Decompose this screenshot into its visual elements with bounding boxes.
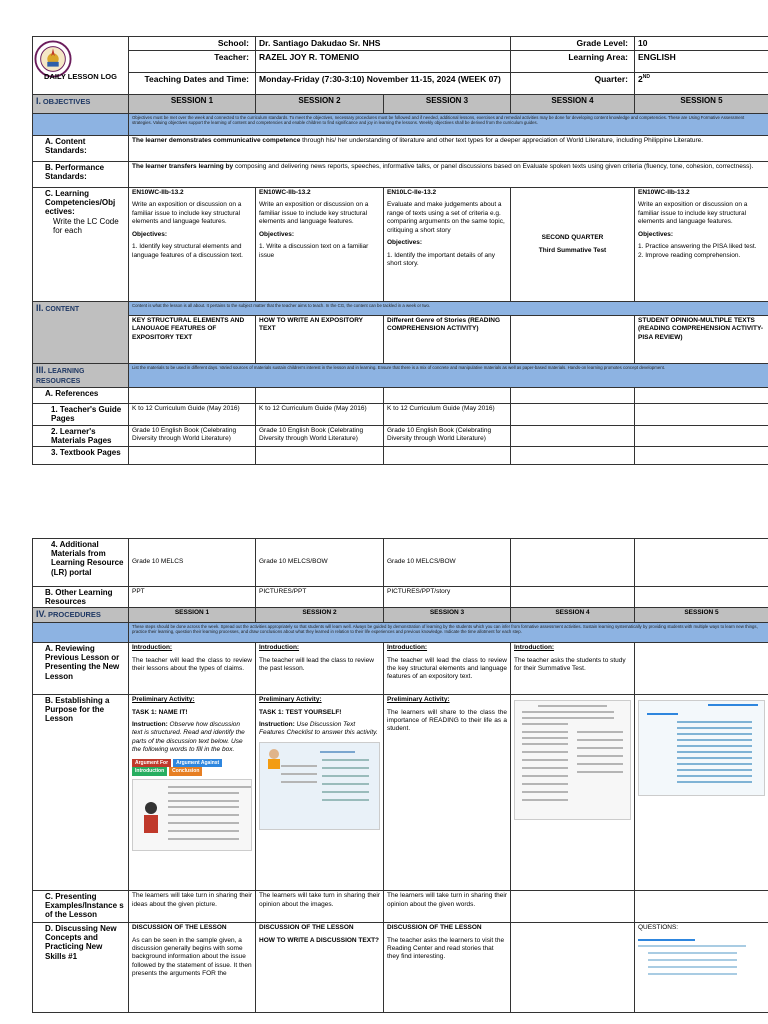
- p2-session-5-header: SESSION 5: [635, 608, 768, 623]
- reviewing-session-2: Introduction: The teacher will lead the class to review the past lesson.: [256, 643, 384, 695]
- purpose-session-1: Preliminary Activity: TASK 1: NAME IT! Instruction: Observe how discussion text is structured. Read and identify the parts of the discussion text below. Use the following words to fill in the box. Argument For Argument AgainstIntroduction Conclusion: [129, 695, 256, 891]
- word-chips: [132, 759, 252, 776]
- grade-level-value: 10: [635, 37, 768, 51]
- discussion-session-1: DISCUSSION OF THE LESSON As can be seen in the sample given, a discussion generally begins with some background information about the issue followed by the statement of issue. It then presents the arguments FOR the: [129, 923, 256, 1013]
- discussion-text-worksheet-image: [132, 779, 252, 851]
- p2-session-3-header: SESSION 3: [384, 608, 511, 623]
- reviewing-session-3: Introduction: The teacher will lead the class to review the key structural elements and language features of an expository text.: [384, 643, 511, 695]
- session-2-header: SESSION 2: [256, 95, 384, 114]
- dates-label: Teaching Dates and Time:: [129, 73, 256, 95]
- purpose-session-2: Preliminary Activity: TASK 1: TEST YOURSELF! Instruction: Use Discussion Text Features Checklist to answer this activity.: [256, 695, 384, 891]
- learning-resources-heading: III. LEARNING RESOURCES: [33, 364, 129, 388]
- reviewing-lesson-label: A. Reviewing Previous Lesson or Presenting the New Lesson: [33, 643, 129, 695]
- chip-argument-against: Argument Against: [173, 759, 222, 768]
- objectives-heading: I. OBJECTIVES: [33, 95, 129, 114]
- dll-title: DAILY LESSON LOG: [44, 71, 117, 81]
- daily-lesson-log-table-page1: [32, 36, 768, 465]
- chip-conclusion: Conclusion: [169, 767, 202, 776]
- examples-session-1: The learners will take turn in sharing their ideas about the given picture.: [129, 891, 256, 923]
- p2-session-2-header: SESSION 2: [256, 608, 384, 623]
- teacher-label: Teacher:: [129, 51, 256, 73]
- competency-session-4: SECOND QUARTER Third Summative Test: [511, 188, 635, 302]
- content-heading: II. CONTENT: [33, 302, 129, 364]
- school-value: Dr. Santiago Dakudao Sr. NHS: [256, 37, 511, 51]
- questions-image: [638, 937, 765, 979]
- content-standards-value: The learner demonstrates communicative competence through his/ her understanding of literature and other text types for a deeper appreciation of World Literature, including Philippine Literature.: [129, 136, 768, 162]
- teachers-guide-session-3: K to 12 Curriculum Guide (May 2016): [384, 404, 511, 425]
- p2-session-1-header: SESSION 1: [129, 608, 256, 623]
- additional-materials-session-3: Grade 10 MELCS/BOW: [384, 539, 511, 587]
- school-label: School:: [129, 37, 256, 51]
- dates-value: Monday-Friday (7:30-3:10) November 11-15, 2024 (WEEK 07): [256, 73, 511, 95]
- session-5-header: SESSION 5: [635, 95, 768, 114]
- learning-resources-note: List the materials to be used in different days. Varied sources of materials sustain children's interest in the lesson and in learning. Ensure that there is a mix of concrete and manipulative materials as well as paper-based materials. Hands-on learning promotes concept development.: [129, 364, 768, 388]
- student-cartoon-icon: [139, 800, 163, 840]
- references-label: A. References: [33, 388, 129, 404]
- session-4-header: SESSION 4: [511, 95, 635, 114]
- grade-level-label: Grade Level:: [511, 37, 635, 51]
- examples-session-2: The learners will take turn in sharing their opinion about the images.: [256, 891, 384, 923]
- content-session-2: HOW TO WRITE AN EXPOSITORY TEXT: [256, 316, 384, 364]
- objectives-note-spacer: [33, 114, 129, 136]
- learners-materials-label: 2. Learner's Materials Pages: [33, 425, 129, 446]
- performance-standards-value: The learner transfers learning by composing and delivering news reports, speeches, informative talks, or panel discussions based on Evaluate spoken texts using given criteria (fluency, tone, cohesion, correctness).: [129, 162, 768, 188]
- session-3-header: SESSION 3: [384, 95, 511, 114]
- content-session-3: Different Genre of Stories (READING COMPREHENSION ACTIVITY): [384, 316, 511, 364]
- learners-materials-session-1: Grade 10 English Book (Celebrating Diversity through World Literature): [129, 425, 256, 446]
- learners-materials-session-3: Grade 10 English Book (Celebrating Diversity through World Literature): [384, 425, 511, 446]
- learning-area-value: ENGLISH: [635, 51, 768, 73]
- discussion-session-5: QUESTIONS:: [635, 923, 768, 1013]
- pisa-review-image: [638, 700, 765, 796]
- reviewing-session-1: Introduction: The teacher will lead the class to review their lessons about the types of claims.: [129, 643, 256, 695]
- establishing-purpose-label: B. Establishing a Purpose for the Lesson: [33, 695, 129, 891]
- teacher-value: RAZEL JOY R. TOMENIO: [256, 51, 511, 73]
- discussing-concepts-label: D. Discussing New Concepts and Practicing New Skills #1: [33, 923, 129, 1013]
- discussion-checklist-image: [259, 742, 380, 830]
- content-note: Content is what the lesson is all about. It pertains to the subject matter that the teacher aims to teach. In the CG, the content can be tackled in a week or two.: [129, 302, 768, 316]
- textbook-pages-label: 3. Textbook Pages: [33, 446, 129, 464]
- competency-session-3: EN10LC-IIe-13.2 Evaluate and make judgements about a range of texts using a set of criteria e.g. comparing arguments on the same topic, critiquing a short story Objectives: 1. Identify the important details of any short story.: [384, 188, 511, 302]
- additional-materials-session-2: Grade 10 MELCS/BOW: [256, 539, 384, 587]
- page-one: [0, 0, 768, 500]
- chip-argument-for: Argument For: [132, 759, 171, 768]
- other-resources-session-1: PPT: [129, 587, 256, 608]
- learning-competencies-label: C. Learning Competencies/Obj ectives: Write the LC Code for each: [33, 188, 129, 302]
- content-session-4: [511, 316, 635, 364]
- competency-session-2: EN10WC-IIb-13.2 Write an exposition or discussion on a familiar issue to include key structural elements and language features. Objectives: 1. Write a discussion text on a familiar issue: [256, 188, 384, 302]
- purpose-session-3: Preliminary Activity: The learners will share to the class the importance of READING to their life as a student.: [384, 695, 511, 891]
- discussion-session-3: DISCUSSION OF THE LESSON The teacher asks the learners to visit the Reading Center and read stories that they find interesting.: [384, 923, 511, 1013]
- teachers-guide-session-2: K to 12 Curriculum Guide (May 2016): [256, 404, 384, 425]
- other-resources-session-2: PICTURES/PPT: [256, 587, 384, 608]
- purpose-session-5: [635, 695, 768, 891]
- content-session-5: STUDENT OPINION-MULTIPLE TEXTS (READING COMPREHENSION ACTIVITY-PISA REVIEW): [635, 316, 768, 364]
- daily-lesson-log-table-page2: [32, 538, 768, 1013]
- quarter-value: 2ND: [635, 73, 768, 95]
- other-resources-session-3: PICTURES/PPT/story: [384, 587, 511, 608]
- teachers-guide-session-1: K to 12 Curriculum Guide (May 2016): [129, 404, 256, 425]
- procedures-note: These steps should be done across the week. Spread out the activities appropriately so that students will learn well. Always be guided by demonstration of learning by the students which you can infer from formative assessment activities. Sustain learning systematically by providing students with multiple ways to learn new things, practice their learning, question their learning processes, and draw conclusions about what they learned in relation to their life experiences and previous knowledge. Indicate the time allotment for each step.: [129, 623, 768, 643]
- competency-session-5: EN10WC-IIb-13.2 Write an exposition or discussion on a familiar issue to include key structural elements and language features. Objectives: 1. Practice answering the PISA liked test. 2. Improve reading comprehension.: [635, 188, 768, 302]
- content-session-1: KEY STRUCTURAL ELEMENTS AND LANOUAOE FEATURES OF EXPOSITORY TEXT: [129, 316, 256, 364]
- session-1-header: SESSION 1: [129, 95, 256, 114]
- discussion-session-2: DISCUSSION OF THE LESSON HOW TO WRITE A DISCUSSION TEXT?: [256, 923, 384, 1013]
- purpose-session-4: [511, 695, 635, 891]
- procedures-heading: IV. PROCEDURES: [33, 608, 129, 623]
- performance-standards-label: B. Performance Standards:: [33, 162, 129, 188]
- quarter-label: Quarter:: [511, 73, 635, 95]
- competency-session-1: EN10WC-IIb-13.2 Write an exposition or discussion on a familiar issue to include key structural elements and language features. Objectives: 1. Identify key structural elements and language features of a discussion text.: [129, 188, 256, 302]
- additional-materials-session-1: Grade 10 MELCS: [129, 539, 256, 587]
- teachers-guide-label: 1. Teacher's Guide Pages: [33, 404, 129, 425]
- objectives-note: Objectives must be met over the week and connected to the curriculum standards. To meet the objectives, necessary procedures must be followed and if needed, additional lessons, exercises and remedial activities may be done for developing content knowledge and competencies. These are Using Formative Assessment strategies. Valuing objectives support the learning of content and competencies and enable children to find significance and joy in learning the lessons. Weekly objectives shall be derived from the curriculum guides.: [129, 114, 768, 136]
- summative-test-image: [514, 700, 631, 820]
- p2-session-4-header: SESSION 4: [511, 608, 635, 623]
- learning-area-label: Learning Area:: [511, 51, 635, 73]
- dll-title-cell: [33, 37, 129, 95]
- learners-materials-session-2: Grade 10 English Book (Celebrating Diversity through World Literature): [256, 425, 384, 446]
- additional-materials-label: 4. Additional Materials from Learning Resource (LR) portal: [33, 539, 129, 587]
- reviewing-session-4: Introduction: The teacher asks the students to study for their Summative Test.: [511, 643, 635, 695]
- chip-introduction: Introduction: [132, 767, 167, 776]
- examples-session-3: The learners will take turn in sharing their opinion about the given words.: [384, 891, 511, 923]
- presenting-examples-label: C. Presenting Examples/Instance s of the Lesson: [33, 891, 129, 923]
- page-two: [0, 536, 768, 1024]
- content-standards-label: A. Content Standards:: [33, 136, 129, 162]
- other-resources-label: B. Other Learning Resources: [33, 587, 129, 608]
- teacher-cartoon-icon: [264, 747, 284, 769]
